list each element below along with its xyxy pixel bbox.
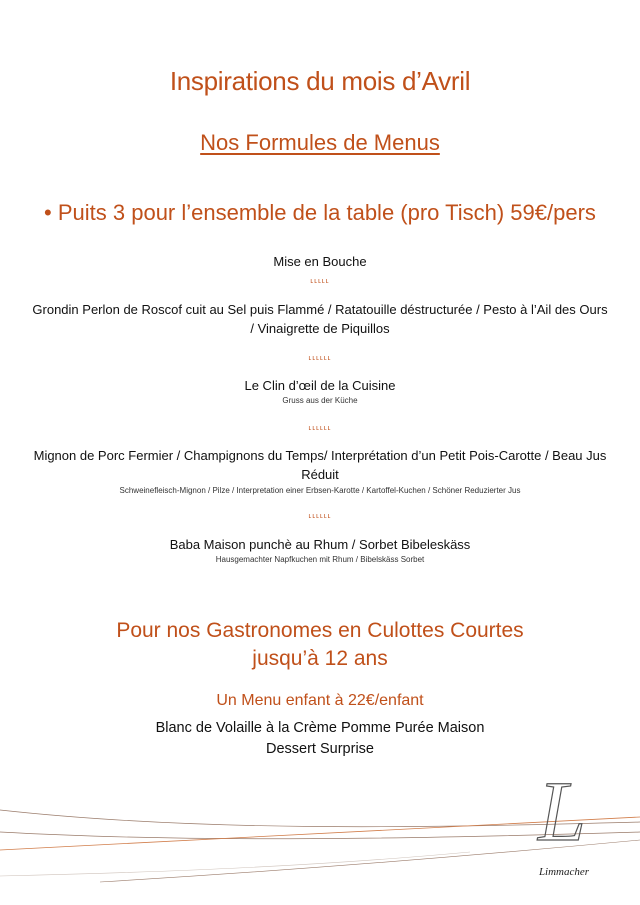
menu-formulas-heading: Nos Formules de Menus (200, 130, 440, 155)
course-mignon-porc: Mignon de Porc Fermier / Champignons du Temps/ Interprétation d’un Petit Pois-Carotte / Beau Jus Réduit (33, 448, 607, 482)
separator: ʟʟʟʟʟʟ (308, 425, 332, 432)
logo-name: Limmacher (538, 866, 590, 878)
kids-menu-price: Un Menu enfant à 22€/enfant (216, 692, 424, 709)
course-clin-doeil-german: Gruss aus der Küche (282, 396, 358, 405)
course-baba-german: Hausgemachter Napfkuchen mit Rhum / Bibelskäss Sorbet (215, 555, 425, 564)
decorative-swoosh-lines (0, 770, 640, 905)
course-mise-en-bouche: Mise en Bouche (273, 254, 367, 269)
kids-menu-main: Blanc de Volaille à la Crème Pomme Purée Maison (155, 720, 485, 736)
course-clin-doeil: Le Clin d’œil de la Cuisine (244, 378, 396, 393)
formule-heading: • Puits 3 pour l’ensemble de la table (pro Tisch) 59€/pers (44, 200, 596, 225)
separator: ʟʟʟʟʟʟ (308, 513, 332, 520)
kids-heading-line1: Pour nos Gastronomes en Culottes Courtes (116, 619, 524, 642)
logo-letter: L (538, 770, 586, 859)
course-mignon-porc-german: Schweinefleisch-Mignon / Pilze / Interpretation einer Erbsen-Karotte / Kartoffel-Kuchen / Schöner Reduzierter Jus (119, 486, 521, 495)
kids-heading-line2: jusqu’à 12 ans (252, 647, 388, 670)
kids-menu-dessert: Dessert Surprise (266, 741, 374, 757)
page-title: Inspirations du mois d’Avril (169, 66, 471, 96)
course-baba: Baba Maison punchè au Rhum / Sorbet Bibeleskäss (169, 537, 471, 552)
separator: ʟʟʟʟʟʟ (308, 355, 332, 362)
limmacher-logo (536, 770, 590, 878)
separator: ʟʟʟʟʟ (310, 278, 330, 285)
course-grondin: Grondin Perlon de Roscof cuit au Sel puis Flammé / Ratatouille déstructurée / Pesto à l’Ail des Ours / Vinaigrette de Piquillos (32, 302, 608, 336)
